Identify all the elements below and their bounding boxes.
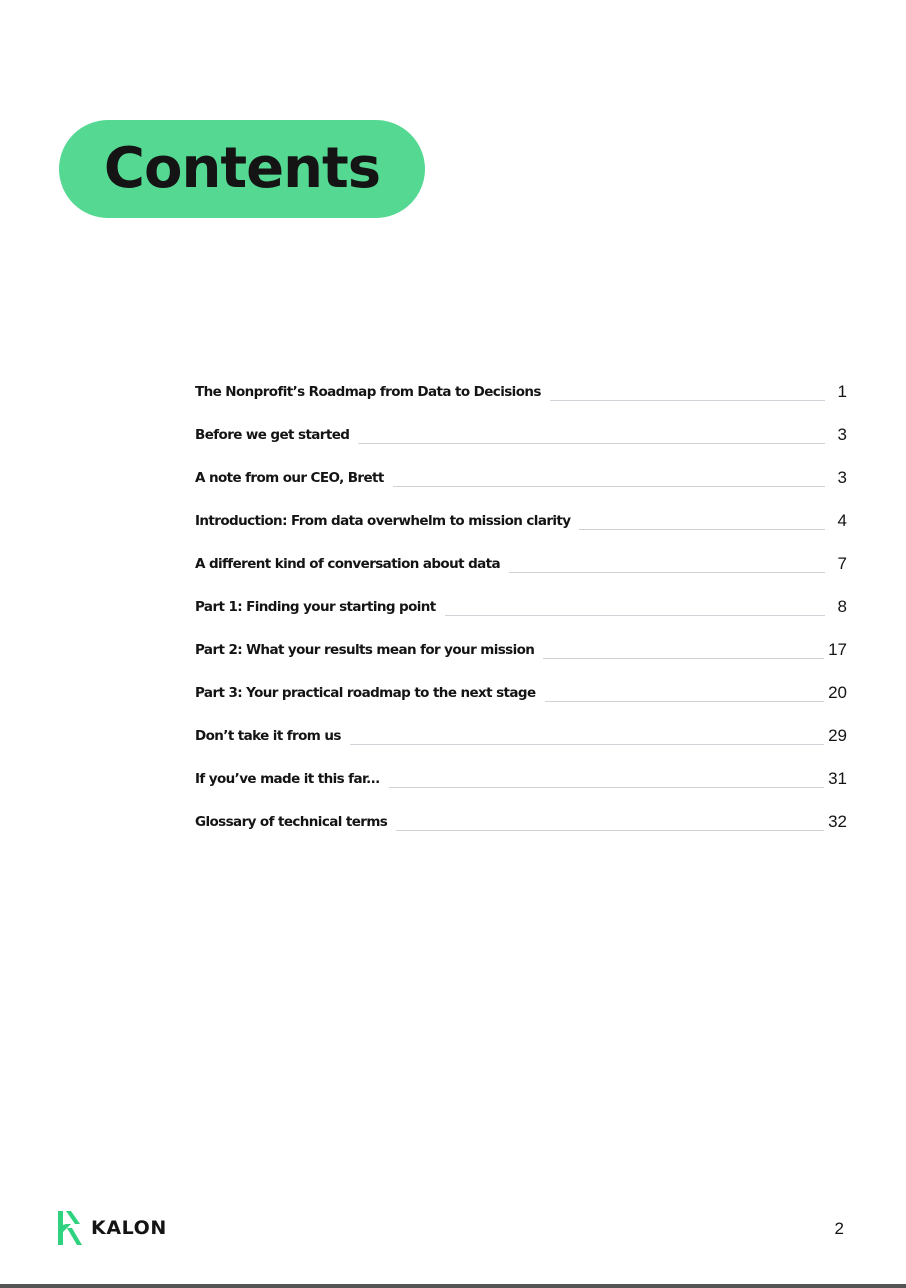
toc-leader-line [543, 657, 824, 659]
toc-leader-line [550, 399, 825, 401]
toc-entry-page: 32 [828, 812, 847, 831]
toc-entry-page: 20 [828, 683, 847, 702]
toc-entry-page: 8 [837, 597, 847, 616]
page-bottom-border [0, 1284, 906, 1288]
toc-entry[interactable] [195, 405, 847, 448]
kalon-k-mark-icon [58, 1211, 82, 1245]
page-number: 2 [834, 1219, 844, 1238]
toc-leader-line [393, 485, 825, 487]
toc-entry[interactable] [195, 706, 847, 749]
toc-entry-page: 4 [837, 511, 847, 530]
toc-entry-title: Glossary of technical terms [195, 813, 388, 830]
toc-leader-line [509, 571, 825, 573]
toc-entry-title: If you’ve made it this far... [195, 770, 380, 787]
toc-entry-title: Part 3: Your practical roadmap to the next stage [195, 684, 536, 701]
toc-entry-page: 3 [837, 468, 847, 487]
page-title: Contents [103, 136, 381, 201]
toc-entry[interactable] [195, 362, 847, 405]
toc-entry-page: 1 [837, 382, 847, 401]
toc-leader-line [350, 743, 824, 745]
table-of-contents [195, 362, 847, 835]
toc-entry[interactable] [195, 448, 847, 491]
toc-entry[interactable] [195, 491, 847, 534]
toc-entry-title: A note from our CEO, Brett [195, 469, 384, 486]
toc-entry-page: 31 [828, 769, 847, 788]
toc-leader-line [579, 528, 825, 530]
toc-leader-line [396, 829, 824, 831]
toc-leader-line [545, 700, 825, 702]
toc-leader-line [389, 786, 824, 788]
toc-entry-page: 3 [837, 425, 847, 444]
contents-heading-pill [59, 120, 425, 218]
toc-entry-page: 29 [828, 726, 847, 745]
toc-leader-line [445, 614, 825, 616]
toc-entry[interactable] [195, 620, 847, 663]
toc-entry-page: 7 [837, 554, 847, 573]
toc-entry[interactable] [195, 663, 847, 706]
toc-entry-title: Introduction: From data overwhelm to mission clarity [195, 512, 571, 529]
toc-entry-title: Before we get started [195, 426, 350, 443]
toc-entry[interactable] [195, 792, 847, 835]
toc-entry[interactable] [195, 749, 847, 792]
toc-entry-page: 17 [828, 640, 847, 659]
toc-entry-title: Part 1: Finding your starting point [195, 598, 436, 615]
toc-entry[interactable] [195, 534, 847, 577]
toc-entry-title: The Nonprofit’s Roadmap from Data to Decisions [195, 383, 541, 400]
toc-entry-title: A different kind of conversation about data [195, 555, 501, 572]
toc-entry[interactable] [195, 577, 847, 620]
toc-entry-title: Part 2: What your results mean for your mission [195, 641, 535, 658]
brand-name: KALON [91, 1217, 167, 1239]
toc-entry-title: Don’t take it from us [195, 727, 341, 744]
kalon-logo [58, 1211, 167, 1245]
toc-leader-line [358, 442, 825, 444]
